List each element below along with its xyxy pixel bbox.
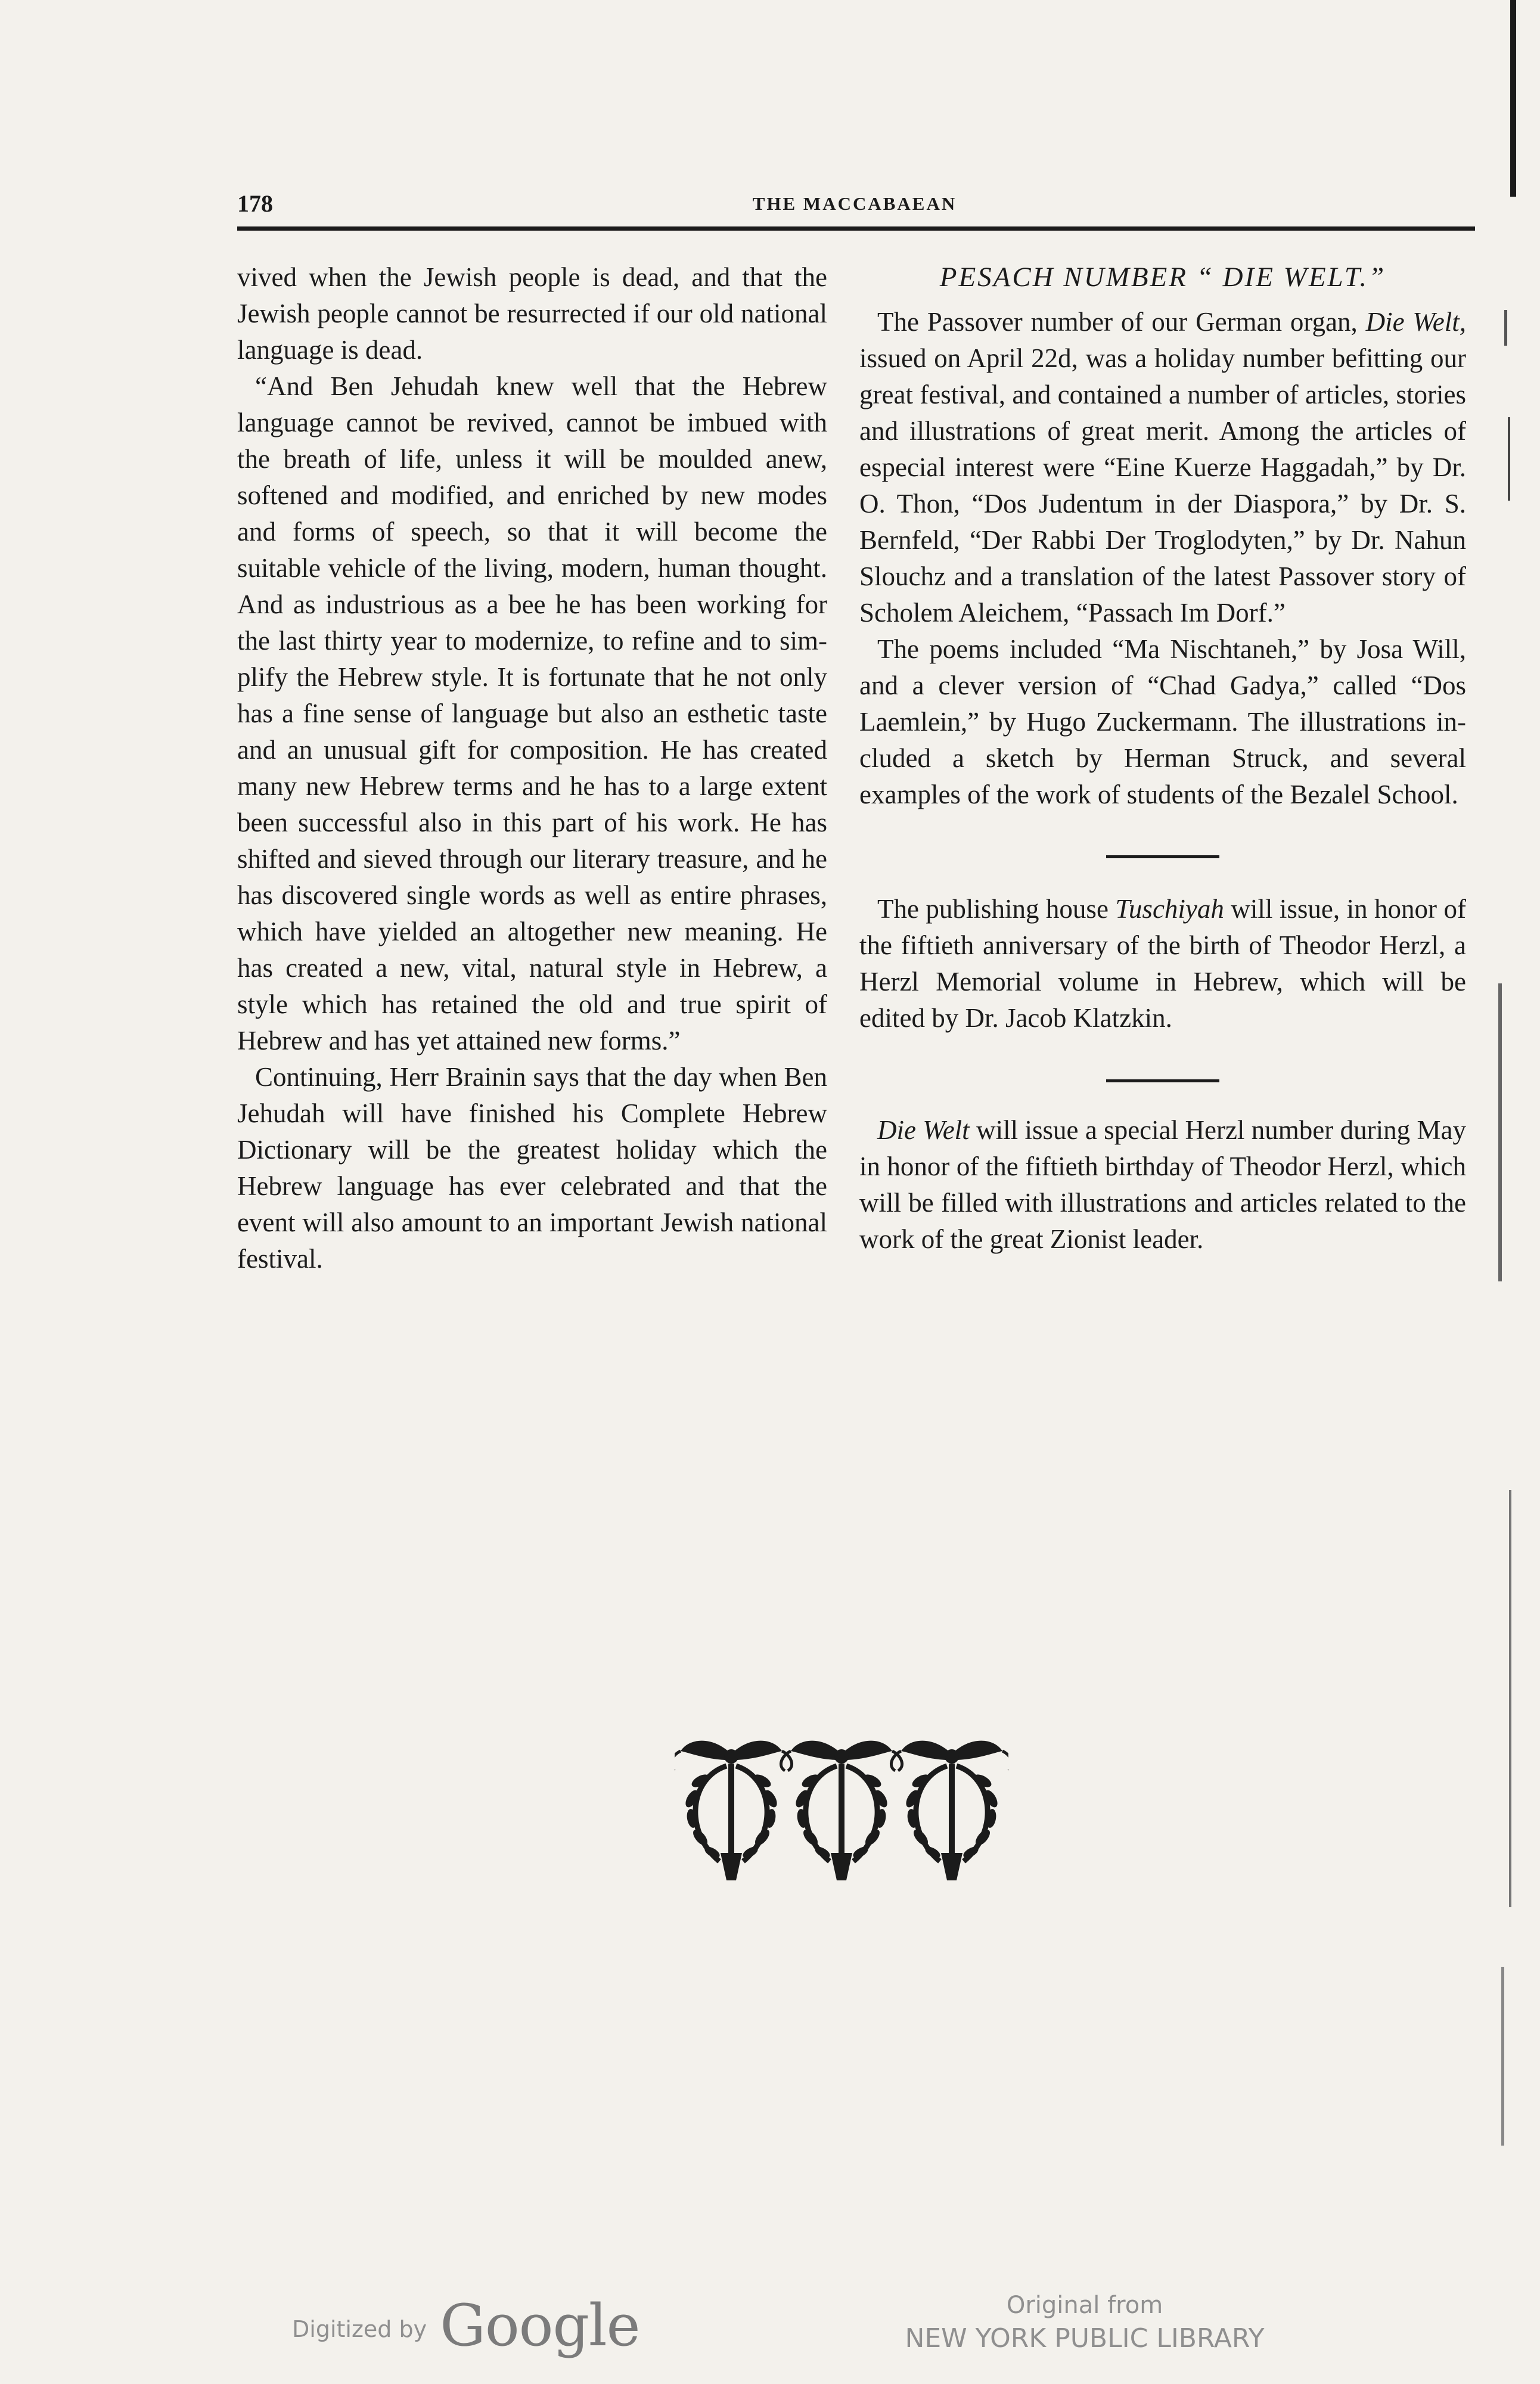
tuschiyah-text-a: The publishing house [877,894,1116,924]
original-from-watermark [894,2289,1275,2355]
section-divider [1106,1079,1219,1082]
google-logo: Google [440,2292,640,2359]
paragraph-poems: The poems included “Ma Nischtaneh,” by Josa Will, and a clever version of “Chad Gadya,” called “Dos Laemlein,” by Hugo Zuckermann. The illustrations included a sketch by Herman Struck, and several examples of the work of students of the Bezalel School. [859,634,1466,809]
left-column [237,259,827,1277]
section-title: PESACH NUMBER “ DIE WELT.” [939,262,1386,293]
paragraph-brainin: Continuing, Herr Brainin says that the day when Ben Jehudah will have finished his Complete Hebrew Dictionary will be the greatest holiday which the Hebrew language has ever celebrated and that the event will also amount to an important Jewish national festival. [237,1062,827,1274]
original-label: Original from [1006,2292,1163,2319]
page-number: 178 [237,190,273,217]
digitized-label: Digitized by [292,2316,427,2342]
passover-text-b: issued on April 22d, was a holiday number befitting our great festival, and contained a number of articles, stories and illustrations of great merit. Among the articles of especial interest were “Eine Kuerze Haggadah,” by Dr. O. Thon, “Dos Judentum in der Diaspora,” by Dr. S. Bernfeld, “Der Rabbi Der Troglodyten,” by Dr. Nahun Slouchz and a translation of the latest Passover story of Scholem Aleichem, “Passach Im Dorf.” [859,343,1466,628]
paragraph-continued: vived when the Jewish people is dead, and that the Jewish people cannot be resurrected if our old national language is dead. [237,262,827,365]
section-divider [1106,855,1219,858]
die-welt-title: Die Welt [877,1115,970,1145]
right-column [859,259,1466,1258]
paragraph-welt-special [859,1112,1466,1258]
running-head: THE MACCABAEAN [752,193,957,214]
passover-text-a: The Passover number of our German organ, [877,307,1366,337]
die-welt-title: Die Welt, [1365,307,1467,337]
header-rule [237,226,1475,231]
page-header [237,190,1472,219]
paragraph-passover-number [859,304,1466,631]
digitized-by-watermark [292,2292,639,2359]
laurel-wreath-ornament-icon [675,1737,1008,1886]
paragraph-ben-jehudah-quote: “And Ben Jehudah knew well that the Hebrew language cannot be revived, cannot be imbued with the breath of life, unless it will be moulded anew, softened and modified, and enriched by new modes and forms of speech, so that it will become the suitable vehicle of the living, modern, human thought. And as industrious as a bee he has been working for the last thirty year to modernize, to refine and to simplify the Hebrew style. It is fortunate that he not only has a fine sense of language but also an esthetic taste and an unusual gift for composition. He has created many new Hebrew terms and he has to a large extent been successful also in this part of his work. He has shifted and sieved through our literary treasure, and he has discovered single words as well as entire phrases, which have yielded an altogether new meaning. He has created a new, vital, natural style in Hebrew, a style which has retained the old and true spirit of Hebrew and has yet attained new forms.” [237,371,827,1056]
tuschiyah-name: Tuschiyah [1115,894,1224,924]
tuschiyah-text-b: will issue, in honor of the fiftieth anniversary of the birth of Theodor Herzl, a Herzl Memorial volume in Hebrew, which will be edited by Dr. Jacob Klatzkin. [859,894,1466,1033]
page-edge-shadow [1474,0,1540,2384]
paragraph-tuschiyah [859,891,1466,1036]
welt-special-text: will issue a special Herzl number during May in honor of the fiftieth birthday of Theodor Herzl, which will be filled with illustrations and articles related to the work of the great Zionist leader. [859,1115,1466,1254]
original-library: NEW YORK PUBLIC LIBRARY [905,2323,1265,2354]
